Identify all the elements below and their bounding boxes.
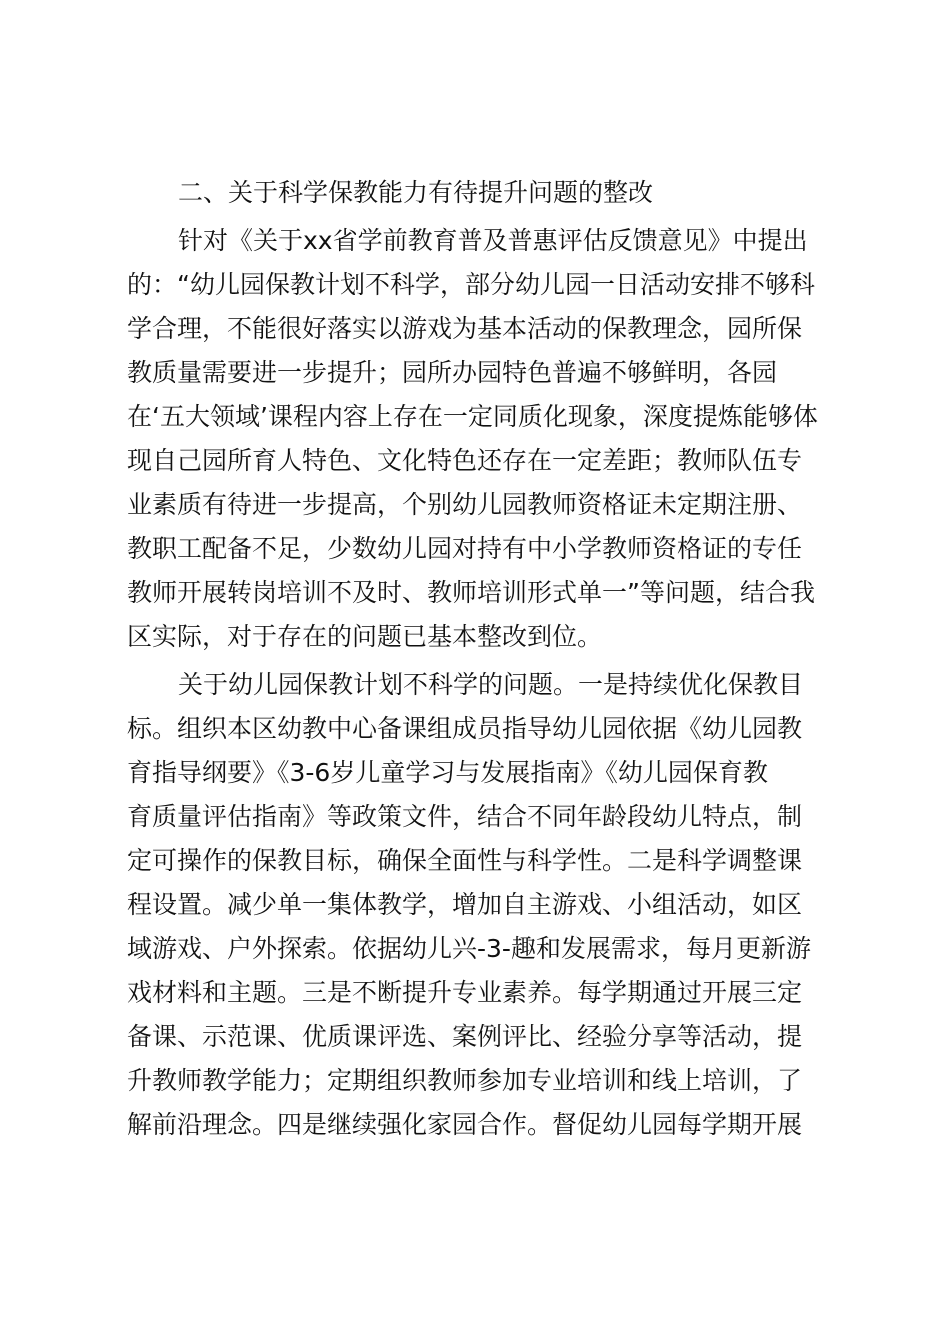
paragraph-line: 解前沿理念。四是继续强化家园合作。督促幼儿园每学期开展: [127, 1110, 803, 1139]
paragraph-line: 关于幼儿园保教计划不科学的问题。一是持续优化保教目: [178, 670, 804, 699]
paragraph-line: 定可操作的保教目标，确保全面性与科学性。二是科学调整课: [127, 846, 803, 875]
paragraph-line: 戏材料和主题。三是不断提升专业素养。每学期通过开展三定: [127, 978, 803, 1007]
paragraph-line: 升教师教学能力；定期组织教师参加专业培训和线上培训，了: [127, 1066, 803, 1095]
paragraph-line: 教职工配备不足，少数幼儿园对持有中小学教师资格证的专任: [127, 534, 803, 563]
paragraph-line: 的：“幼儿园保教计划不科学，部分幼儿园一日活动安排不够科: [127, 270, 815, 299]
paragraph-line: 育指导纲要》《3-6岁儿童学习与发展指南》《幼儿园保育教: [127, 758, 768, 787]
paragraph-line: 学合理，不能很好落实以游戏为基本活动的保教理念，园所保: [127, 314, 803, 343]
paragraph-line: 育质量评估指南》等政策文件，结合不同年龄段幼儿特点，制: [127, 802, 803, 831]
paragraph-line: 业素质有待进一步提高，个别幼儿园教师资格证未定期注册、: [127, 490, 803, 519]
paragraph-line: 区实际，对于存在的问题已基本整改到位。: [127, 622, 603, 651]
section-heading: 二、关于科学保教能力有待提升问题的整改: [178, 178, 654, 207]
paragraph-line: 现自己园所育人特色、文化特色还存在一定差距；教师队伍专: [127, 446, 803, 475]
paragraph-line: 教质量需要进一步提升；园所办园特色普遍不够鲜明，各园: [127, 358, 778, 387]
paragraph-line: 程设置。减少单一集体教学，增加自主游戏、小组活动，如区: [127, 890, 803, 919]
paragraph-line: 针对《关于xx省学前教育普及普惠评估反馈意见》中提出: [178, 226, 808, 255]
paragraph-line: 域游戏、户外探索。依据幼儿兴-3-趣和发展需求，每月更新游: [127, 934, 811, 963]
paragraph-line: 教师开展转岗培训不及时、教师培训形式单一”等问题，结合我: [127, 578, 815, 607]
paragraph-line: 在‘五大领域’课程内容上存在一定同质化现象，深度提炼能够体: [127, 402, 818, 431]
paragraph-line: 备课、示范课、优质课评选、案例评比、经验分享等活动，提: [127, 1022, 803, 1051]
paragraph-line: 标。组织本区幼教中心备课组成员指导幼儿园依据《幼儿园教: [127, 714, 803, 743]
